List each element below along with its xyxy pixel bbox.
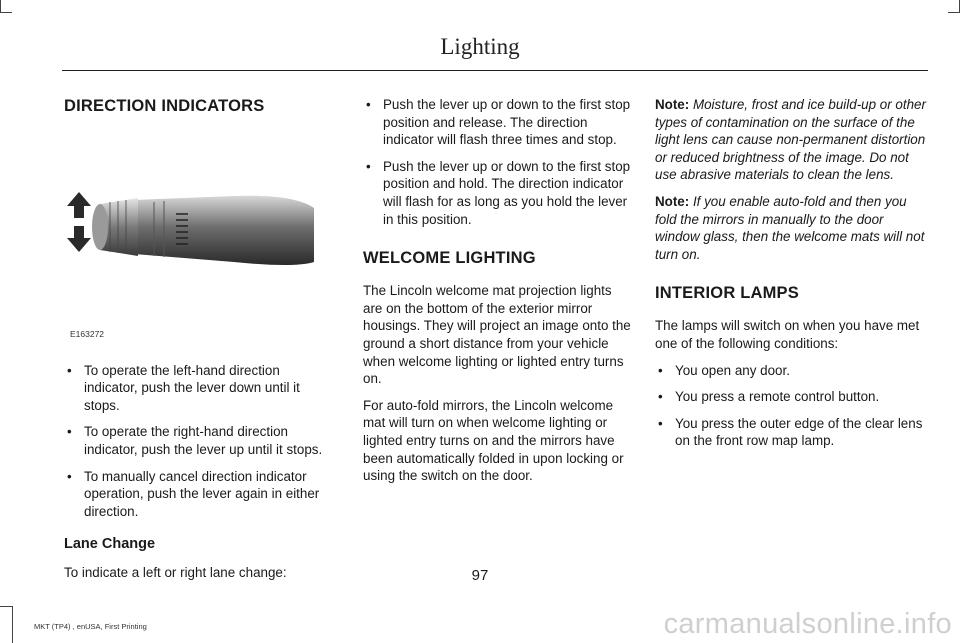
crop-mark	[0, 606, 12, 607]
bullet-marker: •	[658, 389, 663, 405]
header-divider	[62, 70, 928, 71]
list-item	[64, 362, 336, 415]
crop-mark	[0, 0, 1, 12]
interior-lamps-list	[655, 362, 930, 450]
list-item	[655, 388, 930, 406]
list-item-text: Push the lever up or down to the first stop position and hold. The direction indicator will flash for as long as you hold the lever in this position.	[383, 158, 631, 227]
note	[655, 96, 930, 184]
note-text: Moisture, frost and ice build-up or other types of contamination on the surface of the light lens can cause non-permanent distortion or reduced brightness of the image. Do not use abrasive materials to clean the lens.	[655, 97, 926, 183]
paragraph: The Lincoln welcome mat projection lights are on the bottom of the exterior mirror housings. They will project an image onto the ground a short distance from your vehicle when welcome lighting or lighted entry turns on.	[363, 283, 631, 387]
note-text: If you enable auto-fold and then you fold the mirrors in manually to the door window glass, then the welcome mats will not turn on.	[655, 193, 925, 262]
bullet-marker: •	[67, 468, 72, 484]
list-item	[363, 158, 633, 228]
lane-change-text: To indicate a left or right lane change:	[64, 564, 287, 580]
list-item-text: You press the outer edge of the clear lens on the front row map lamp.	[675, 415, 923, 449]
list-item-text: To operate the left-hand direction indicator, push the lever down until it stops.	[84, 362, 300, 413]
list-item-text: You press a remote control button.	[675, 389, 880, 405]
paragraph: For auto-fold mirrors, the Lincoln welcome mat will turn on when welcome lighting or lighted entry turns on and the mirrors have been automatically folded in upon locking or using the switch on the door.	[363, 397, 624, 484]
bullet-marker: •	[67, 362, 72, 378]
bullet-marker: •	[658, 415, 663, 431]
site-watermark: carmanualsonline.info	[663, 608, 952, 640]
lever-drawing	[64, 190, 322, 320]
page-header-title: Lighting	[440, 34, 520, 59]
column-3	[655, 88, 930, 459]
direction-indicator-list	[64, 362, 336, 521]
list-item-text: Push the lever up or down to the first stop position and release. The direction indicator will flash three times and stop.	[383, 97, 631, 148]
page-number: 97	[471, 567, 489, 584]
bullet-marker: •	[67, 424, 72, 440]
figure-code: E163272	[70, 329, 105, 339]
bullet-marker: •	[658, 362, 663, 378]
lane-change-list	[363, 96, 633, 228]
down-arrow-icon	[67, 226, 91, 252]
crop-mark	[948, 12, 960, 13]
column-2	[363, 88, 633, 494]
list-item	[64, 468, 336, 521]
crop-mark	[12, 606, 13, 643]
paragraph: The lamps will switch on when you have met one of the following conditions:	[655, 318, 920, 351]
note	[655, 193, 930, 263]
list-item	[64, 423, 336, 458]
list-item-text: To manually cancel direction indicator operation, push the lever again in either direction.	[84, 468, 320, 519]
up-arrow-icon	[67, 192, 91, 218]
subheading-lane-change: Lane Change	[64, 536, 156, 553]
column-1	[64, 88, 336, 591]
crop-mark	[0, 12, 12, 13]
footer-edition-text: MKT (TP4) , enUSA, First Printing	[34, 622, 147, 631]
bullet-marker: •	[366, 158, 371, 174]
section-heading-direction-indicators: DIRECTION INDICATORS	[64, 97, 265, 115]
list-item	[655, 362, 930, 380]
list-item	[655, 415, 930, 450]
turn-signal-lever-illustration	[64, 190, 322, 320]
note-label: Note:	[655, 97, 690, 112]
section-heading-welcome-lighting: WELCOME LIGHTING	[363, 249, 536, 268]
list-item-text: You open any door.	[675, 362, 790, 378]
section-heading-interior-lamps: INTERIOR LAMPS	[655, 284, 799, 303]
list-item	[363, 96, 633, 149]
note-label: Note:	[655, 193, 690, 209]
list-item-text: To operate the right-hand direction indicator, push the lever up until it stops.	[84, 424, 323, 457]
bullet-marker: •	[366, 97, 371, 112]
